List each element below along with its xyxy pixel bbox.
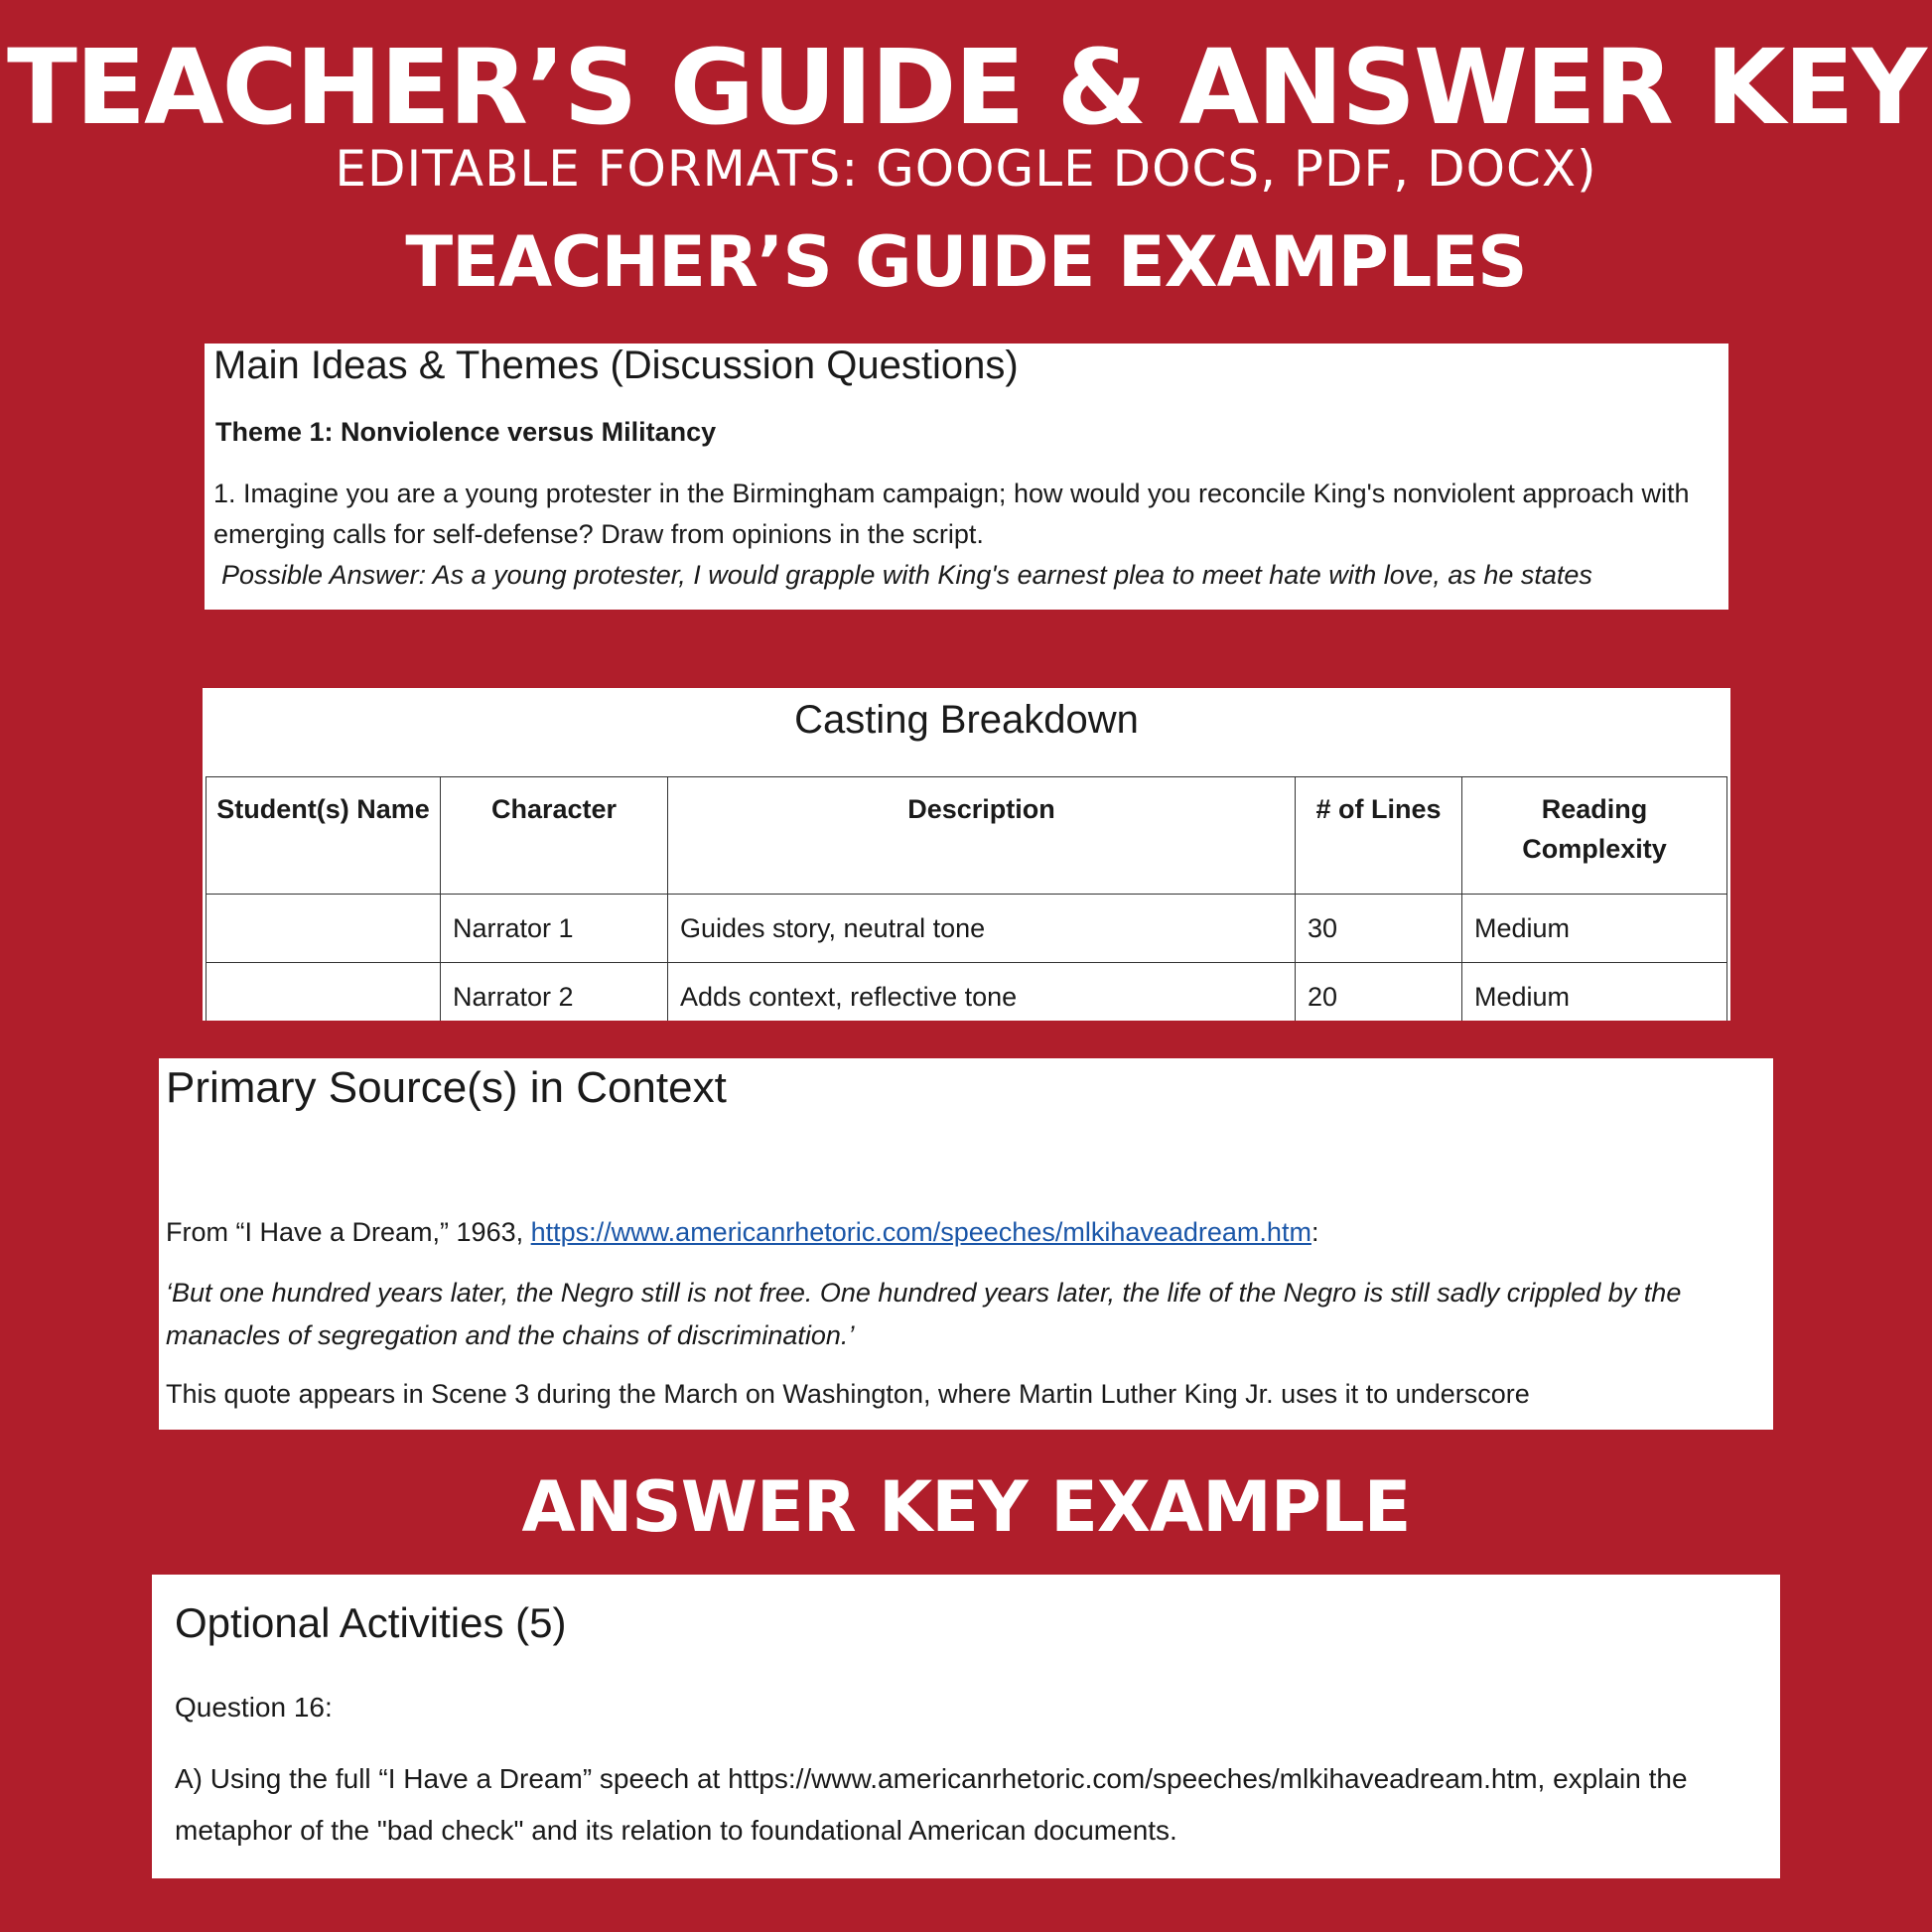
table-cell: 30	[1296, 895, 1462, 963]
table-cell: Medium	[1462, 963, 1727, 1022]
activity-question: A) Using the full “I Have a Dream” speech at https://www.americanrhetoric.com/speeches/mlkihaveadream.htm, explain the metaphor of the "bad check" and its relation to foundational American documents.	[175, 1763, 1688, 1846]
casting-table	[206, 776, 1727, 1021]
guide-examples-heading: TEACHER’S GUIDE EXAMPLES	[405, 221, 1527, 303]
context-paragraph: This quote appears in Scene 3 during the March on Washington, where Martin Luther King Jr. uses it to underscore	[166, 1379, 1530, 1409]
table-cell: Narrator 1	[441, 895, 668, 963]
table-cell	[207, 895, 441, 963]
themes-title: Main Ideas & Themes (Discussion Questions)	[213, 344, 1019, 387]
column-header: Student(s) Name	[207, 777, 441, 895]
casting-panel	[203, 688, 1730, 1021]
table-cell: Adds context, reflective tone	[668, 963, 1296, 1022]
formats-subtitle: EDITABLE FORMATS: GOOGLE DOCS, PDF, DOCX)	[335, 140, 1597, 198]
activities-panel	[152, 1575, 1780, 1878]
casting-title: Casting Breakdown	[794, 698, 1139, 742]
citation-prefix: From “I Have a Dream,” 1963,	[166, 1217, 531, 1247]
column-header: Description	[668, 777, 1296, 895]
question-label: Question 16:	[175, 1692, 333, 1723]
source-citation	[166, 1217, 1773, 1248]
table-cell	[207, 963, 441, 1022]
primary-source-panel	[159, 1058, 1773, 1430]
table-cell: 20	[1296, 963, 1462, 1022]
page-title: TEACHER’S GUIDE & ANSWER KEY	[7, 27, 1925, 148]
column-header: Character	[441, 777, 668, 895]
theme-subheading: Theme 1: Nonviolence versus Militancy	[215, 417, 717, 447]
answer-key-heading: ANSWER KEY EXAMPLE	[521, 1466, 1411, 1548]
speech-link[interactable]: https://www.americanrhetoric.com/speeches/mlkihaveadream.htm	[530, 1217, 1311, 1247]
activities-title: Optional Activities (5)	[175, 1599, 567, 1646]
citation-suffix: :	[1311, 1217, 1319, 1247]
table-row	[207, 963, 1727, 1022]
table-cell: Guides story, neutral tone	[668, 895, 1296, 963]
discussion-question: 1. Imagine you are a young protester in the Birmingham campaign; how would you reconcile King's nonviolent approach with emerging calls for self-defense? Draw from opinions in the script.	[213, 479, 1690, 549]
themes-panel	[205, 344, 1728, 610]
speech-quote: ‘But one hundred years later, the Negro still is not free. One hundred years later, the life of the Negro is still sadly crippled by the manacles of segregation and the chains of discrimination.’	[166, 1278, 1682, 1350]
table-cell: Medium	[1462, 895, 1727, 963]
column-header: Reading Complexity	[1462, 777, 1727, 895]
source-title: Primary Source(s) in Context	[166, 1063, 727, 1112]
possible-answer: Possible Answer: As a young protester, I would grapple with King's earnest plea to meet hate with love, as he states	[221, 560, 1592, 590]
table-header-row	[207, 777, 1727, 895]
table-cell: Narrator 2	[441, 963, 668, 1022]
column-header: # of Lines	[1296, 777, 1462, 895]
table-row	[207, 895, 1727, 963]
